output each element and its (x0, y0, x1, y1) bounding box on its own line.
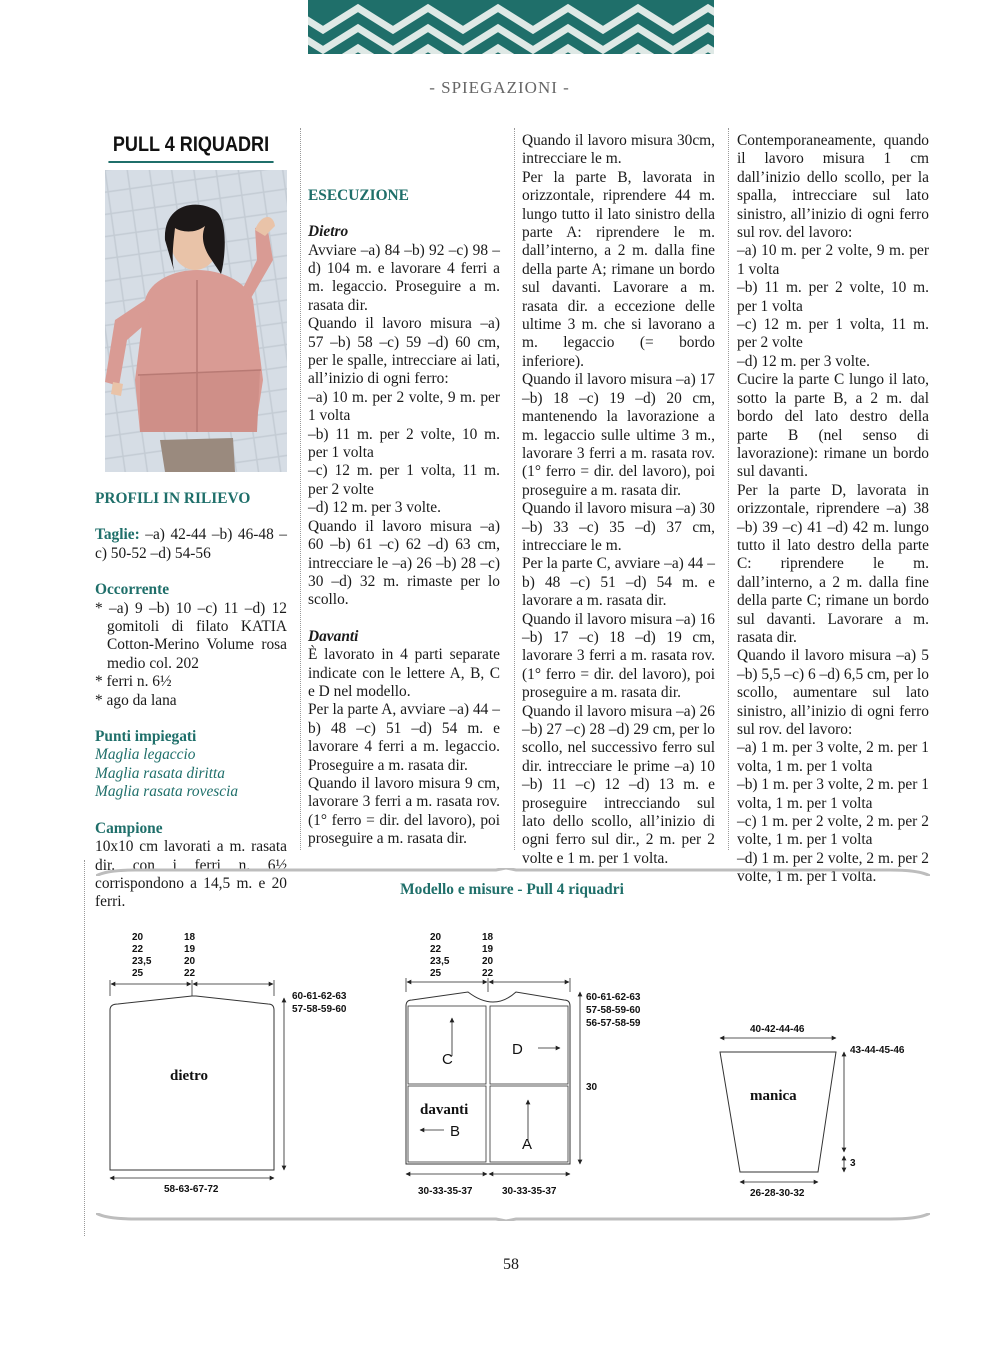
davanti-width-right: 30-33-35-37 (502, 1186, 557, 1197)
punti-item: Maglia rasata rovescia (95, 783, 239, 801)
punti-heading: Punti impiegati (95, 728, 197, 746)
davanti-diagram (406, 932, 641, 1197)
dietro-paragraph: Quando il lavoro misura –a) 57 –b) 58 –c) 59 –d) 60 cm, per le spalle, intrecciare ai lati, all’inizio di ogni ferro: (308, 315, 500, 388)
davanti-paragraph: Per la parte D, lavorata in orizzontale, riprendere –a) 38 –b) 39 –c) 41 –d) 42 m. lungo tutto il lato destro della parte C: riprendere le m. dall’interno, a 2 m. dalla fine della parte C; rimane un bordo sul davanti. Lavorare a m. rasata dir. (737, 481, 929, 646)
knit-pattern-banner (308, 0, 714, 54)
davanti-paragraph: Per la parte C, avviare –a) 44 –b) 48 –c) 51 –d) 54 m. e lavorare a m. rasata dir. (522, 555, 715, 610)
dietro-paragraph: Avviare –a) 84 –b) 92 –c) 98 –d) 104 m. e lavorare 4 ferri a m. legaccio. Proseguire a m. rasata dir. (308, 241, 500, 314)
dietro-shoulder-left: 22 (132, 944, 144, 955)
column-2 (308, 132, 500, 849)
page-number: 58 (503, 1256, 519, 1273)
dietro-shoulder-right: 19 (184, 944, 196, 955)
davanti-paragraph: Contemporaneamente, quando il lavoro misura 1 cm dall’inizio dello scollo, per la spalla, intrecciare sul lato sinistro, all’inizio di ogni ferro sul rov. del lavoro: (737, 132, 929, 242)
davanti-paragraph: Quando il lavoro misura –a) 26 –b) 27 –c) 28 –d) 29 cm, per lo scollo, nel successivo ferro sul dir. intrecciare le prime –a) 10 –b) 11 –c) 12 –d) 13 m. e proseguire intrecciando sul lato dello scollo, all’inizio di ogni ferro sul dir., 2 m. per 2 volte e 1 m. per 1 volta. (522, 702, 715, 867)
column-separator (300, 128, 301, 850)
column-separator (728, 128, 729, 850)
davanti-height-3: 56-57-58-59 (586, 1018, 641, 1029)
davanti-part-b: B (450, 1123, 461, 1140)
dietro-paragraph: –a) 10 m. per 2 volte, 9 m. per 1 volta (308, 388, 500, 425)
davanti-paragraph: –a) 10 m. per 2 volte, 9 m. per 1 volta (737, 242, 929, 278)
davanti-height-2: 57-58-59-60 (586, 1005, 641, 1016)
davanti-label: davanti (420, 1102, 469, 1118)
occorrente-heading: Occorrente (95, 581, 170, 599)
davanti-paragraph: Quando il lavoro misura –a) 17 –b) 18 –c) 19 –d) 20 cm, mantenendo la lavorazione a m. legaccio sulle ultime 3 m., lavorare 3 ferri a m. rasata rov. (1° ferro = dir. del lavoro), poi proseguire a m. rasata dir. (522, 371, 715, 499)
dietro-shoulder-right: 18 (184, 932, 196, 943)
zigzag-pattern-icon (308, 0, 714, 54)
davanti-part-a: A (522, 1136, 533, 1153)
dietro-height-2: 57-58-59-60 (292, 1004, 347, 1015)
davanti-paragraph: –b) 1 m. per 3 volte, 2 m. per 1 volta, 1 m. per 1 volta (737, 776, 929, 812)
frame-left-rule (84, 860, 85, 1236)
dietro-paragraph: –c) 12 m. per 1 volta, 11 m. per 2 volte (308, 462, 500, 498)
davanti-shoulder-left: 22 (430, 944, 442, 955)
davanti-paragraph: –b) 11 m. per 2 volte, 10 m. per 1 volta (737, 279, 929, 315)
dietro-paragraph: Quando il lavoro misura –a) 60 –b) 61 –c) 62 –d) 63 cm, intrecciare le –a) 26 –b) 28 –c) 30 –d) 32 m. rimaste per lo scollo. (308, 517, 500, 609)
davanti-shoulder-left: 25 (430, 968, 442, 979)
davanti-paragraph: Per la parte A, avviare –a) 44 –b) 48 –c) 51 –d) 54 m. e lavorare 4 ferri a m. legaccio. Proseguire a m. rasata dir. (308, 701, 500, 774)
davanti-paragraph: Per la parte B, lavorata in orizzontale, riprendere 44 m. lungo tutto il lato sinistro della parte A: riprendere le m. dall’interno, a 2 m. dalla fine della parte A; rimane un bordo sul davanti. Lavorare a m. rasata dir. a eccezione delle ultime 3 m. che si lavorano a m. legaccio (= bordo inferiore). (522, 168, 715, 370)
davanti-paragraph: Quando il lavoro misura 9 cm, lavorare 3 ferri a m. rasata rov. (1° ferro = dir. del lavoro), poi proseguire a m. rasata dir. (308, 774, 500, 848)
davanti-paragraph: –c) 1 m. per 2 volte, 2 m. per 2 volte, 1 m. per 1 volta (737, 813, 929, 849)
dietro-heading: Dietro (308, 223, 349, 241)
davanti-paragraph: Quando il lavoro misura –a) 30 –b) 33 –c) 35 –d) 37 cm, intrecciare le m. (522, 500, 715, 554)
manica-diagram (720, 1024, 905, 1199)
campione-heading: Campione (95, 819, 163, 837)
davanti-part-d: D (512, 1041, 523, 1058)
frame-top-rule (96, 868, 930, 876)
davanti-paragraph: –d) 12 m. per 3 volte. (737, 352, 870, 370)
punti-item: Maglia rasata diritta (95, 764, 225, 782)
manica-height: 43-44-45-46 (850, 1045, 905, 1056)
column-separator (514, 128, 515, 850)
dietro-shoulder-right: 22 (184, 968, 196, 979)
section-title: - SPIEGAZIONI - (429, 78, 570, 97)
davanti-shoulder-right: 22 (482, 968, 494, 979)
dietro-shoulder-right: 20 (184, 956, 196, 967)
occorrente-item: * ferri n. 6½ (95, 673, 172, 691)
davanti-shoulder-left: 23,5 (430, 956, 450, 967)
davanti-part-c: C (442, 1051, 453, 1068)
manica-cuff: 3 (850, 1158, 856, 1169)
davanti-shoulder-right: 18 (482, 932, 494, 943)
punti-item: Maglia legaccio (95, 746, 196, 764)
davanti-paragraph: Quando il lavoro misura 30cm, intrecciare le m. (522, 132, 715, 168)
column-1 (95, 132, 287, 912)
taglie-text (95, 526, 287, 563)
davanti-paragraph: –c) 12 m. per 1 volta, 11 m. per 2 volte (737, 316, 929, 352)
dietro-shoulder-left: 20 (132, 932, 144, 943)
continued-text-spacer (308, 132, 500, 169)
davanti-paragraph: È lavorato in 4 parti separate indicate con le lettere A, B, C e D nel modello. (308, 646, 500, 700)
dietro-shoulder-left: 25 (132, 968, 144, 979)
profili-heading: PROFILI IN RILIEVO (95, 490, 251, 507)
dietro-diagram (110, 932, 347, 1195)
davanti-height-1: 60-61-62-63 (586, 992, 641, 1003)
davanti-shoulder-left: 20 (430, 932, 442, 943)
manica-bottom-width: 26-28-30-32 (750, 1188, 805, 1199)
model-photo-icon (105, 170, 287, 472)
davanti-heading: Davanti (308, 627, 359, 645)
dietro-shoulder-left: 23,5 (132, 956, 152, 967)
column-4 (737, 132, 929, 887)
davanti-paragraph: –a) 1 m. per 3 volte, 2 m. per 1 volta, 1 m. per 1 volta (737, 739, 929, 775)
davanti-paragraph: Quando il lavoro misura –a) 5 –b) 5,5 –c) 6 –d) 6,5 cm, per lo scollo, aumentare sul lato sinistro, all’inizio di ogni ferro sul rov. del lavoro: (737, 647, 929, 738)
davanti-shoulder-right: 19 (482, 944, 494, 955)
manica-top-width: 40-42-44-46 (750, 1024, 805, 1035)
pattern-schematic (96, 920, 930, 1210)
dietro-label: dietro (170, 1068, 209, 1084)
davanti-paragraph: –d) 1 m. per 2 volte, 2 m. per 2 volte, 1 m. per 1 volta. (737, 849, 929, 886)
davanti-mid-height: 30 (586, 1082, 598, 1093)
column-3 (522, 132, 715, 868)
taglie-values: –a) 42-44 –b) 46-48 –c) 50-52 –d) 54-56 (95, 526, 287, 562)
campione-text: 10x10 cm lavorati a m. rasata dir. con i ferri n. 6½ corrispondono a 14,5 m. e 20 ferri. (95, 838, 287, 911)
schema-title: Modello e misure - Pull 4 riquadri (400, 881, 624, 898)
davanti-paragraph: Quando il lavoro misura –a) 16 –b) 17 –c) 18 –d) 19 cm, lavorare 3 ferri a m. rasata rov. (1° ferro = dir. del lavoro), poi proseguire a m. rasata dir. (522, 610, 715, 702)
taglie-label: Taglie: (95, 526, 140, 544)
esecuzione-heading: ESECUZIONE (308, 186, 409, 204)
dietro-width: 58-63-67-72 (164, 1184, 219, 1195)
occorrente-item: * –a) 9 –b) 10 –c) 11 –d) 12 gomitoli di filato KATIA Cotton-Merino Volume rosa medio col. 202 (95, 599, 287, 672)
dietro-paragraph: –d) 12 m. per 3 volte. (308, 499, 441, 517)
dietro-height-1: 60-61-62-63 (292, 991, 347, 1002)
manica-label: manica (750, 1088, 797, 1104)
davanti-shoulder-right: 20 (482, 956, 494, 967)
davanti-width-left: 30-33-35-37 (418, 1186, 473, 1197)
occorrente-item: * ago da lana (95, 691, 177, 709)
frame-bottom-rule (96, 1213, 930, 1221)
dietro-paragraph: –b) 11 m. per 2 volte, 10 m. per 1 volta (308, 425, 500, 462)
davanti-paragraph: Cucire la parte C lungo il lato, sotto la parte B, a 2 m. dal bordo del lato destro della parte B (nel senso di lavorazione): rimane un bordo sul davanti. (737, 371, 929, 481)
article-title: PULL 4 RIQUADRI (108, 132, 273, 163)
